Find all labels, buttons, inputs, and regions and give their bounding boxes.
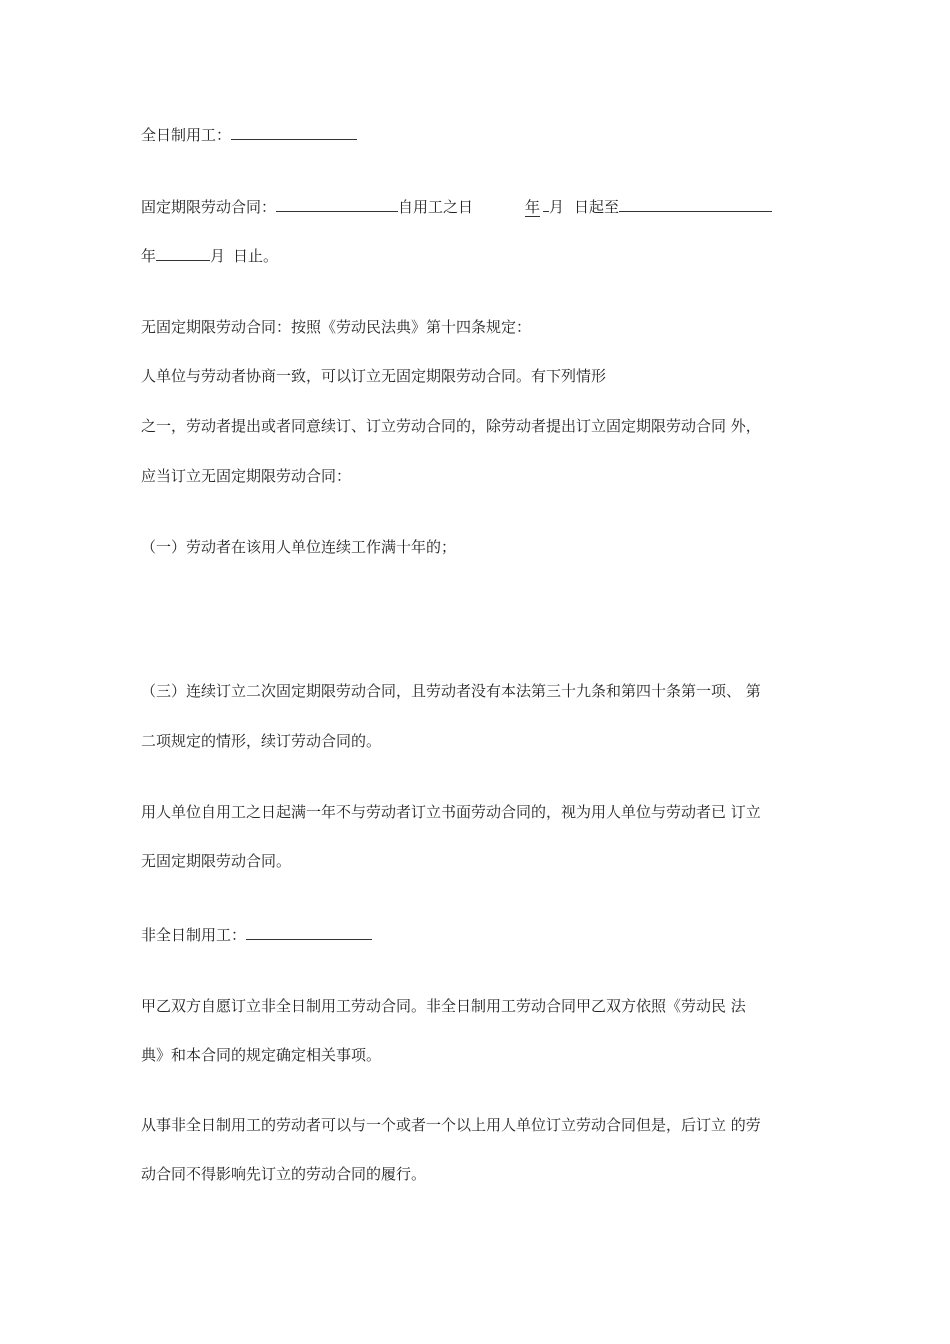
- para2-line2: 无固定期限劳动合同。: [141, 852, 292, 870]
- fixed-term-blank: [276, 196, 398, 212]
- open-term-intro: 无固定期限劳动合同：按照《劳动民法典》第十四条规定：: [141, 318, 532, 336]
- para4-line1: 从事非全日制用工的劳动者可以与一个或者一个以上用人单位订立劳动合同但是，后订立 的劳: [141, 1116, 761, 1134]
- para4-line2: 动合同不得影响先订立的劳动合同的履行。: [141, 1165, 427, 1183]
- para1-line1: 人单位与劳动者协商一致，可以订立无固定期限劳动合同。有下列情形: [141, 367, 607, 385]
- part-time-line: [141, 924, 372, 945]
- full-time-blank: [231, 124, 357, 140]
- month-b: 月: [210, 247, 226, 265]
- full-time-line: [141, 124, 357, 145]
- item-three-line2: 二项规定的情形，续订劳动合同的。: [141, 732, 382, 750]
- fixed-term-line: [141, 196, 772, 217]
- fixed-term-label: 固定期限劳动合同：: [141, 198, 277, 216]
- para1-line2: 之一，劳动者提出或者同意续订、订立劳动合同的，除劳动者提出订立固定期限劳动合同 外，: [141, 417, 761, 435]
- part-time-label: 非全日制用工：: [141, 926, 247, 944]
- fixed-term-from: 自用工之日: [398, 198, 474, 216]
- para3-line1: 甲乙双方自愿订立非全日制用工劳动合同。非全日制用工劳动合同甲乙双方依照《劳动民 法: [141, 997, 746, 1015]
- month-a: 月: [549, 198, 565, 216]
- year-a: 年: [525, 198, 541, 216]
- item-one: （一）劳动者在该用人单位连续工作满十年的；: [141, 538, 457, 556]
- para2-line1: 用人单位自用工之日起满一年不与劳动者订立书面劳动合同的，视为用人单位与劳动者已 订立: [141, 803, 761, 821]
- year-month-line: [141, 245, 278, 266]
- day-until: 日止。: [233, 247, 279, 265]
- item-three-line1: （三）连续订立二次固定期限劳动合同，且劳动者没有本法第三十九条和第四十条第一项、 第: [141, 682, 761, 700]
- day-from: 日起至: [574, 198, 620, 216]
- until-blank: [619, 196, 772, 212]
- year-b: 年: [141, 247, 157, 265]
- part-time-blank: [246, 924, 372, 940]
- para3-line2: 典》和本合同的规定确定相关事项。: [141, 1046, 382, 1064]
- month-b-blank: [156, 245, 210, 261]
- full-time-label: 全日制用工：: [141, 126, 232, 144]
- para1-line3: 应当订立无固定期限劳动合同：: [141, 467, 352, 485]
